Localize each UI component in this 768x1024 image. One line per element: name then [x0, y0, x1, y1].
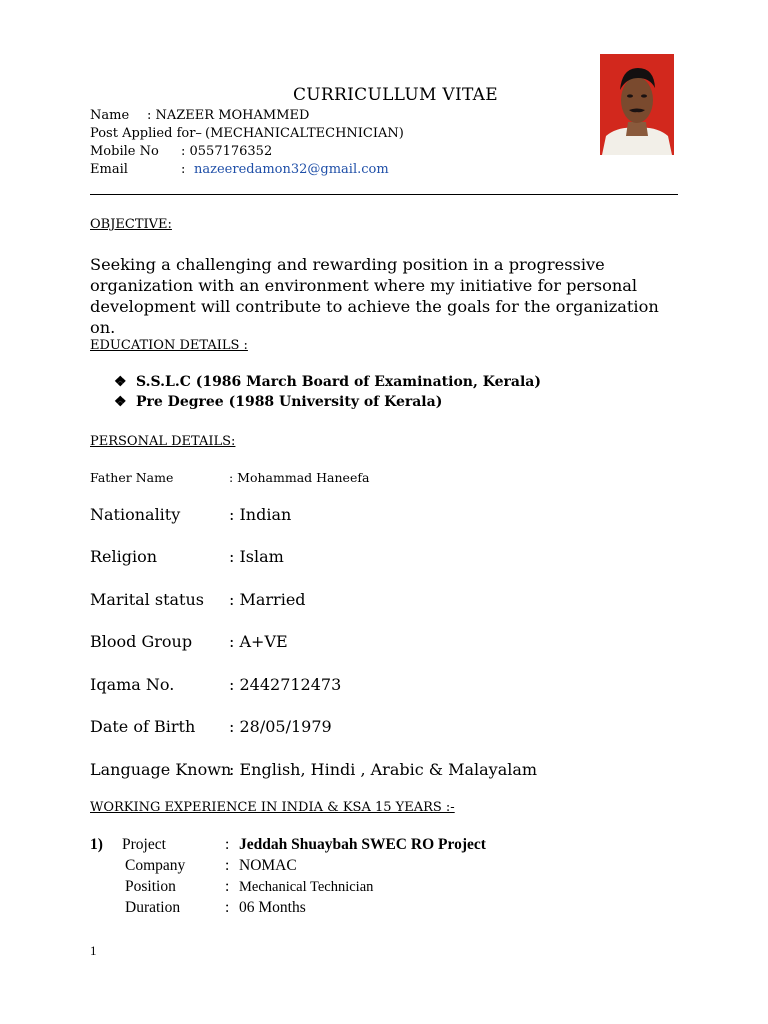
position-colon: :: [225, 878, 230, 895]
iqama-label: Iqama No.: [90, 675, 175, 694]
name-label: Name: [90, 108, 130, 123]
duration-colon: :: [225, 899, 230, 916]
nationality-label: Nationality: [90, 505, 181, 524]
position-value: Mechanical Technician: [239, 879, 374, 895]
marital-status-label: Marital status: [90, 590, 204, 609]
personal-heading: PERSONAL DETAILS:: [90, 434, 236, 449]
duration-label: Duration: [125, 899, 181, 916]
name-value: : NAZEER MOHAMMED: [147, 108, 310, 123]
father-name-value: : Mohammad Haneefa: [229, 470, 370, 485]
dob-value: : 28/05/1979: [229, 717, 332, 736]
education-item: [114, 394, 442, 410]
bullet-diamond-icon: ❖: [114, 374, 127, 390]
project-label: Project: [122, 836, 166, 853]
language-label: Language Known: [90, 760, 232, 779]
objective-text: Seeking a challenging and rewarding position in a progressive organization with an environment where my initiative for personal development will contribute to achieve the goals for the organization on.: [90, 255, 659, 337]
mobile-value: : 0557176352: [181, 144, 273, 159]
page-number: 1: [90, 943, 97, 958]
dob-label: Date of Birth: [90, 717, 196, 736]
marital-status-value: : Married: [229, 590, 306, 609]
religion-label: Religion: [90, 547, 158, 566]
iqama-value: : 2442712473: [229, 675, 342, 694]
email-link[interactable]: nazeeredamon32@gmail.com: [194, 162, 389, 177]
email-colon: :: [181, 162, 186, 177]
company-colon: :: [225, 857, 230, 874]
experience-heading: WORKING EXPERIENCE IN INDIA & KSA 15 YEARS :-: [90, 800, 455, 815]
education-item-text: Pre Degree (1988 University of Kerala): [136, 394, 443, 410]
company-value: NOMAC: [239, 857, 297, 874]
religion-value: : Islam: [229, 547, 284, 566]
position-label: Position: [125, 878, 176, 895]
duration-value: 06 Months: [239, 899, 306, 916]
objective-heading: OBJECTIVE:: [90, 217, 172, 232]
blood-group-label: Blood Group: [90, 632, 193, 651]
language-value: : English, Hindi , Arabic & Malayalam: [229, 760, 538, 779]
nationality-value: : Indian: [229, 505, 292, 524]
experience-number: 1): [90, 836, 103, 853]
email-label: Email: [90, 162, 128, 177]
header-divider: [90, 194, 678, 195]
document-title: CURRICULLUM VITAE: [293, 85, 498, 105]
blood-group-value: : A+VE: [229, 632, 288, 651]
portrait-image: [600, 54, 674, 155]
profile-photo: [600, 54, 674, 155]
mobile-label: Mobile No: [90, 144, 159, 159]
project-colon: :: [225, 836, 230, 853]
education-item: [114, 374, 541, 390]
company-label: Company: [125, 857, 186, 874]
post-value: (MECHANICALTECHNICIAN): [205, 126, 404, 141]
education-heading: EDUCATION DETAILS :: [90, 338, 248, 353]
bullet-diamond-icon: ❖: [114, 394, 127, 410]
education-item-text: S.S.L.C (1986 March Board of Examination, Kerala): [136, 374, 541, 390]
father-name-label: Father Name: [90, 470, 174, 485]
post-label: Post Applied for–: [90, 126, 202, 141]
project-value: Jeddah Shuaybah SWEC RO Project: [239, 836, 486, 853]
